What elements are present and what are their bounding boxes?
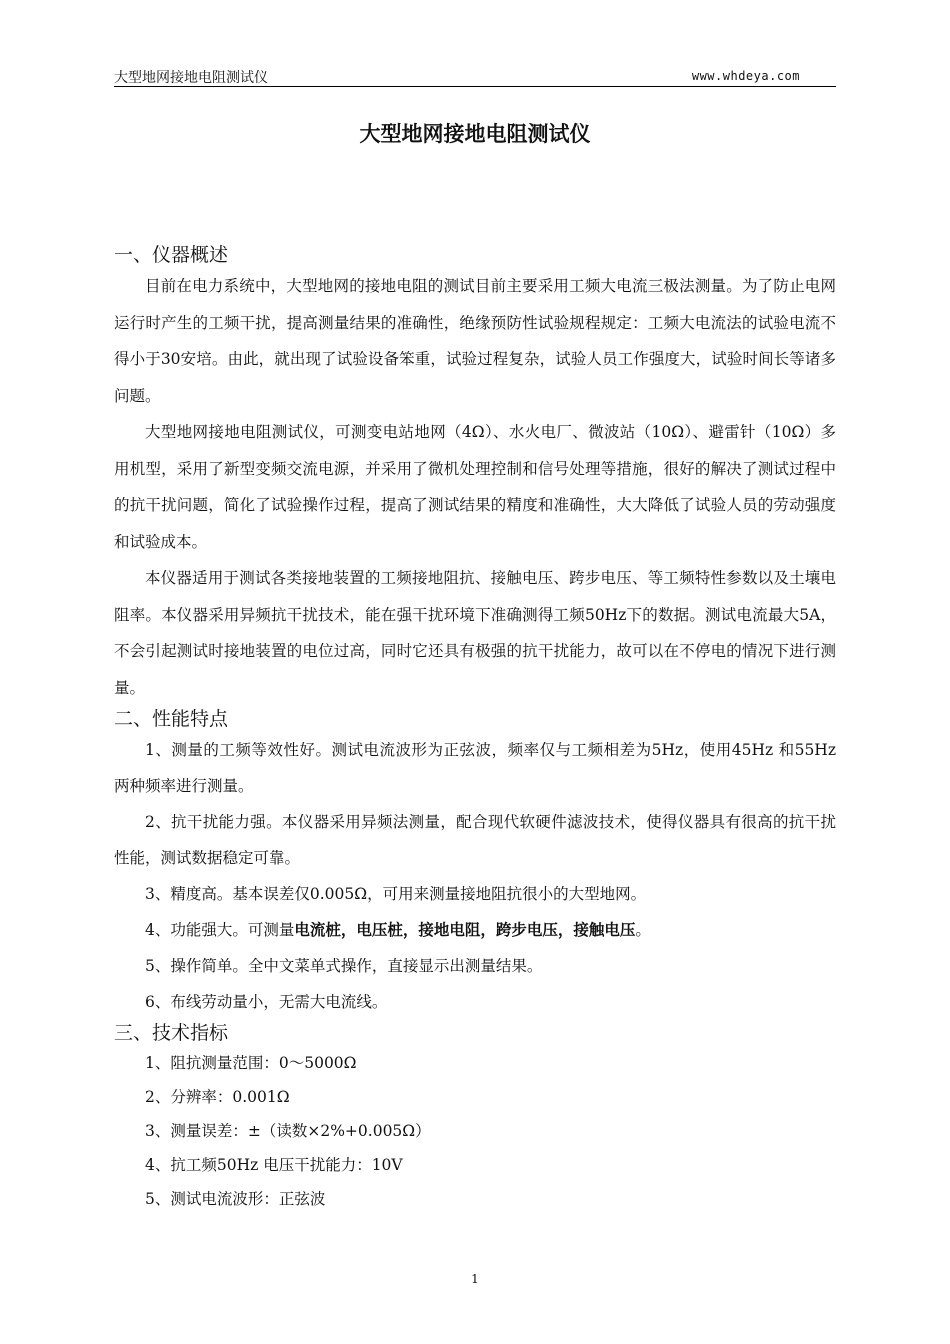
page-number: 1: [471, 1272, 479, 1286]
section-heading-overview: 一、仪器概述: [114, 244, 229, 266]
spec-item: 4、抗工频50Hz 电压干扰能力：10V: [145, 1156, 403, 1174]
overview-paragraph: 本仪器适用于测试各类接地装置的工频接地阻抗、接触电压、跨步电压、等工频特性参数以及土壤电阻率。本仪器采用异频抗干扰技术，能在强干扰环境下准确测得工频50Hz下的数据。测试电流最大5A，不会引起测试时接地装置的电位过高，同时它还具有极强的抗干扰能力，故可以在不停电的情况下进行测量。: [114, 569, 836, 697]
spec-item: 5、测试电流波形：正弦波: [145, 1190, 326, 1208]
header-title: 大型地网接地电阻测试仪: [114, 70, 268, 86]
feature-item-functions: [114, 912, 836, 948]
section-heading-specs: 三、技术指标: [114, 1022, 229, 1044]
header-url: www.whdeya.com: [691, 69, 800, 83]
spec-item: 1、阻抗测量范围：0～5000Ω: [145, 1054, 357, 1072]
feature-item-prefix: 4、功能强大。可测量: [145, 921, 295, 939]
feature-item-suffix: 。: [635, 921, 651, 939]
feature-item: 5、操作简单。全中文菜单式操作，直接显示出测量结果。: [145, 957, 543, 975]
spec-item: 3、测量误差：±（读数×2%+0.005Ω）: [145, 1122, 431, 1140]
section-heading-features: 二、性能特点: [114, 708, 229, 730]
feature-item-bold-list: 电流桩，电压桩，接地电阻，跨步电压，接触电压: [294, 920, 636, 939]
feature-item: 1、测量的工频等效性好。测试电流波形为正弦波，频率仅与工频相差为5Hz，使用45Hz 和55Hz 两种频率进行测量。: [114, 741, 836, 795]
spec-item: 2、分辨率：0.001Ω: [145, 1088, 290, 1106]
overview-paragraph: 目前在电力系统中，大型地网的接地电阻的测试目前主要采用工频大电流三极法测量。为了防止电网运行时产生的工频干扰，提高测量结果的准确性，绝缘预防性试验规程规定：工频大电流法的试验电流不得小于30安培。由此，就出现了试验设备笨重，试验过程复杂，试验人员工作强度大，试验时间长等诸多问题。: [114, 277, 836, 405]
document-body: [114, 242, 836, 1216]
feature-item: 6、布线劳动量小，无需大电流线。: [145, 993, 388, 1011]
feature-item: 3、精度高。基本误差仅0.005Ω，可用来测量接地阻抗很小的大型地网。: [145, 885, 647, 903]
page-header: [114, 66, 836, 87]
overview-paragraph: 大型地网接地电阻测试仪，可测变电站地网（4Ω）、水火电厂、微波站（10Ω）、避雷针（10Ω）多用机型，采用了新型变频交流电源，并采用了微机处理控制和信号处理等措施，很好的解决了测试过程中的抗干扰问题，简化了试验操作过程，提高了测试结果的精度和准确性，大大降低了试验人员的劳动强度和试验成本。: [114, 423, 836, 551]
feature-item: 2、抗干扰能力强。本仪器采用异频法测量，配合现代软硬件滤波技术，使得仪器具有很高的抗干扰性能，测试数据稳定可靠。: [114, 813, 836, 867]
document-title: 大型地网接地电阻测试仪: [359, 122, 591, 146]
